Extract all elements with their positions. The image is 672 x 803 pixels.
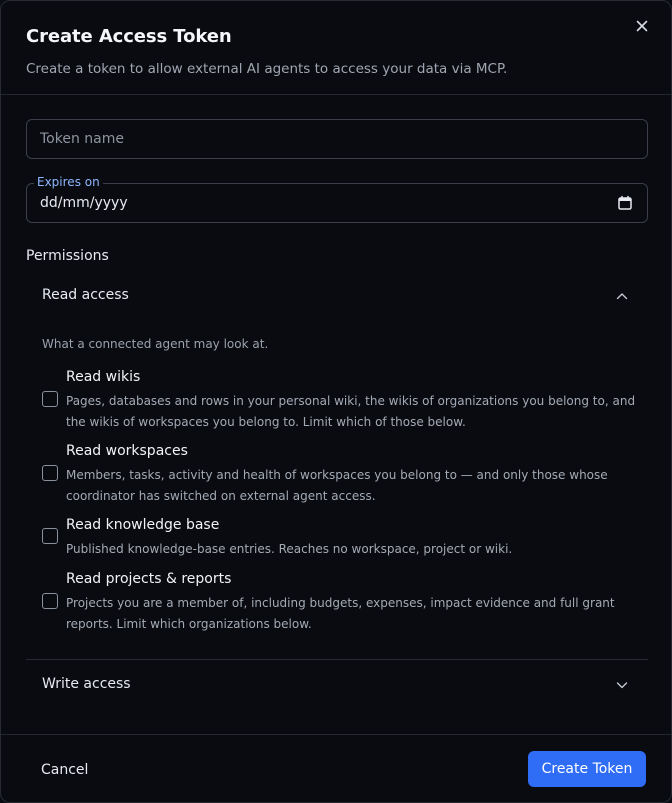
read-workspaces-checkbox[interactable] [42,465,58,481]
permissions-label: Permissions [26,248,109,264]
cancel-button[interactable]: Cancel [41,762,89,778]
read-knowledge-base-checkbox[interactable] [42,528,58,544]
dialog-subtitle: Create a token to allow external AI agents to access your data via MCP. [26,61,508,77]
close-icon [636,20,648,32]
create-token-button[interactable]: Create Token [528,751,646,787]
read-wikis-title: Read wikis [66,369,141,385]
read-projects-reports-title: Read projects & reports [66,571,232,587]
token-name-input[interactable] [27,120,647,158]
chevron-up-icon [614,288,630,304]
read-access-accordion[interactable] [26,278,648,314]
token-name-field[interactable] [26,119,648,159]
write-access-accordion[interactable] [26,667,648,703]
dialog-title: Create Access Token [26,26,232,47]
read-wikis-description: Pages, databases and rows in your personal wiki, the wikis of organizations you belong to, and the wikis of workspaces you belong to. Limit which of those below. [66,394,636,429]
read-access-description: What a connected agent may look at. [42,337,269,351]
accordion-divider [26,659,648,660]
read-workspaces-description: Members, tasks, activity and health of workspaces you belong to — and only those whose coordinator has switched on external agent access. [66,468,608,503]
read-projects-reports-description: Projects you are a member of, including budgets, expenses, impact evidence and full grant reports. Limit which organizations below. [66,596,615,631]
expires-on-field[interactable] [26,175,648,223]
dialog-header [1,1,671,95]
chevron-down-icon [614,677,630,693]
read-access-title: Read access [42,287,129,303]
expires-on-value[interactable]: dd/mm/yyyy [40,195,128,211]
write-access-title: Write access [42,676,131,692]
read-workspaces-title: Read workspaces [66,443,188,459]
dialog-footer [1,734,671,803]
read-knowledge-base-title: Read knowledge base [66,517,220,533]
read-wikis-checkbox[interactable] [42,391,58,407]
read-projects-reports-checkbox[interactable] [42,593,58,609]
calendar-icon[interactable] [617,195,633,211]
close-button[interactable] [631,15,653,37]
read-knowledge-base-description: Published knowledge-base entries. Reaches no workspace, project or wiki. [66,542,513,556]
expires-on-label: Expires on [34,175,103,189]
